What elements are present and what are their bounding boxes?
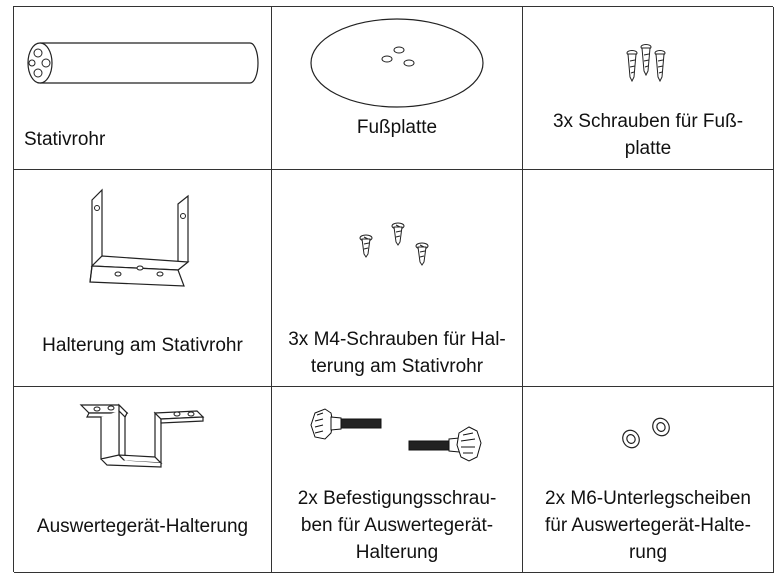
part-cell-base-plate — [272, 7, 523, 170]
part-cell-screws — [523, 7, 774, 170]
part-cell-washers — [523, 387, 774, 573]
parts-table — [13, 6, 773, 572]
thumb-screws-icon — [272, 401, 522, 471]
small-screws-icon — [272, 220, 522, 270]
screws-icon — [523, 43, 773, 89]
empty-cell — [523, 170, 774, 387]
part-label: 3x Schrauben für Fuß- platte — [552, 111, 744, 159]
part-label: 2x Befestigungsschrau- ben für Auswertegerät- Halterung — [297, 488, 497, 563]
part-cell-tube — [14, 7, 272, 170]
part-cell-u-bracket — [14, 170, 272, 387]
part-cell-thumb-screws — [272, 387, 523, 573]
part-label: Fußplatte — [356, 117, 438, 138]
part-label: Stativrohr — [24, 129, 106, 150]
part-cell-hat-bracket — [14, 387, 272, 573]
tube-icon — [14, 35, 271, 91]
part-label: Auswertegerät-Halterung — [36, 516, 249, 537]
part-label: 3x M4-Schrauben für Hal- terung am Stativrohr — [288, 329, 506, 377]
part-label: Halterung am Stativrohr — [42, 335, 243, 356]
hat-bracket-icon — [14, 397, 271, 473]
u-bracket-icon — [14, 186, 271, 298]
washers-icon — [523, 413, 773, 453]
part-cell-small-screws — [272, 170, 523, 387]
part-label: 2x M6-Unterlegscheiben für Auswertegerät-Halte- rung — [545, 488, 751, 563]
base-plate-icon — [272, 15, 522, 111]
